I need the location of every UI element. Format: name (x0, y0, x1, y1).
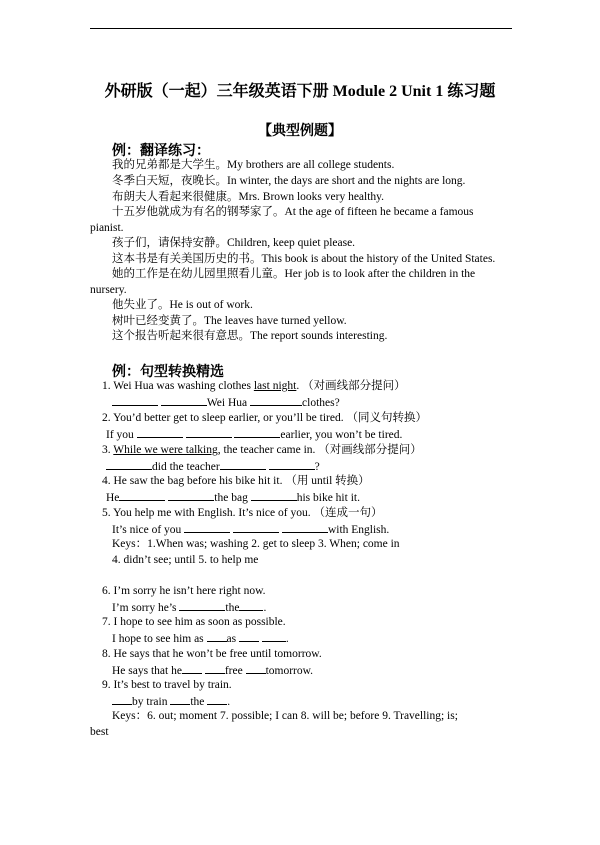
answer-blank[interactable] (233, 522, 279, 533)
section1-label: 例：翻译练习： (112, 144, 210, 159)
answer-blank[interactable] (106, 459, 152, 470)
answer-blank[interactable] (184, 522, 230, 533)
page-title: 外研版（一起）三年级英语下册 Module 2 Unit 1 练习题 (104, 83, 496, 100)
answer-blank[interactable] (207, 694, 227, 705)
answer-blank[interactable] (112, 395, 158, 406)
keys-2: Keys：6. out; moment 7. possible; I can 8. will be; before 9. Travelling; is; (112, 710, 458, 722)
translation-line-3: 布朗夫人看起来很健康。Mrs. Brown looks very healthy. (112, 191, 385, 203)
answer-blank[interactable] (168, 490, 214, 501)
keys-1-cont: 4. didn’t see; until 5. to help me (112, 554, 259, 566)
section2-label: 例：句型转换精选 (112, 365, 224, 380)
answer-blank[interactable] (269, 459, 315, 470)
translation-line-4: 十五岁他就成为有名的钢琴家了。At the age of fifteen he became a famous (112, 206, 474, 218)
answer-blank[interactable] (246, 663, 266, 674)
translation-line-7: 她的工作是在幼儿园里照看儿童。Her job is to look after the children in the (112, 268, 476, 280)
question-9: 9. It’s best to travel by train. (102, 679, 232, 691)
question-2: 2. You’d better get to sleep earlier, or you’ll be tired. （同义句转换） (102, 412, 427, 424)
question-5: 5. You help me with English. It’s nice of you. （连成一句） (102, 507, 383, 519)
answer-blank[interactable] (137, 427, 183, 438)
question-1: 1. Wei Hua was washing clothes last night. （对画线部分提问） (102, 380, 406, 392)
translation-line-8: 他失业了。He is out of work. (112, 299, 253, 311)
answer-blank[interactable] (282, 522, 328, 533)
keys-2-cont: best (90, 726, 109, 738)
translation-line-5: 孩子们，请保持安静。Children, keep quiet please. (112, 237, 356, 249)
translation-line-7-cont: nursery. (90, 284, 127, 296)
answer-blank[interactable] (234, 427, 280, 438)
answer-blank[interactable] (239, 631, 259, 642)
answer-blank[interactable] (207, 631, 227, 642)
answer-blank[interactable] (112, 694, 132, 705)
answer-blank[interactable] (262, 631, 286, 642)
answer-blank[interactable] (161, 395, 207, 406)
question-8: 8. He says that he won’t be free until tomorrow. (102, 648, 322, 660)
question-8-fill: He says that he free tomorrow. (112, 665, 314, 677)
answer-blank[interactable] (119, 490, 165, 501)
question-3: 3. While we were talking, the teacher came in. （对画线部分提问） (102, 444, 422, 456)
section-heading: 【典型例题】 (258, 124, 342, 139)
underlined-phrase: While we were talking (113, 444, 218, 456)
question-2-fill: If you earlier, you won’t be tired. (106, 429, 403, 441)
question-6: 6. I’m sorry he isn’t here right now. (102, 585, 266, 597)
question-1-fill: Wei Hua clothes? (112, 395, 340, 410)
question-4: 4. He saw the bag before his bike hit it. （用 until 转换） (102, 475, 370, 487)
answer-blank[interactable] (239, 600, 263, 611)
question-7: 7. I hope to see him as soon as possible. (102, 616, 286, 628)
translation-line-1: 我的兄弟都是大学生。My brothers are all college students. (112, 159, 395, 171)
answer-blank[interactable] (179, 600, 225, 611)
header-rule (90, 28, 512, 29)
translation-line-2: 冬季白天短，夜晚长。In winter, the days are short and the nights are long. (112, 175, 466, 187)
question-7-fill: I hope to see him as as . (112, 633, 289, 645)
answer-blank[interactable] (205, 663, 225, 674)
answer-blank[interactable] (220, 459, 266, 470)
answer-blank[interactable] (186, 427, 232, 438)
answer-blank[interactable] (170, 694, 190, 705)
translation-line-4-cont: pianist. (90, 222, 124, 234)
question-3-fill: did the teacher ? (106, 459, 320, 474)
translation-line-6: 这本书是有关美国历史的书。This book is about the history of the United States. (112, 253, 496, 265)
answer-blank[interactable] (251, 490, 297, 501)
answer-blank[interactable] (182, 663, 202, 674)
answer-blank[interactable] (250, 395, 302, 406)
question-4-fill: He the bag his bike hit it. (106, 492, 360, 504)
translation-line-10: 这个报告听起来很有意思。The report sounds interesting. (112, 330, 388, 342)
translation-line-9: 树叶已经变黄了。The leaves have turned yellow. (112, 315, 347, 327)
keys-1: Keys：1.When was; washing 2. get to sleep 3. When; come in (112, 538, 400, 550)
question-6-fill: I’m sorry he’s the . (112, 602, 267, 614)
question-5-fill: It’s nice of you with English. (112, 524, 390, 536)
question-9-fill: by train the . (112, 694, 230, 709)
underlined-phrase: last night (253, 380, 297, 392)
